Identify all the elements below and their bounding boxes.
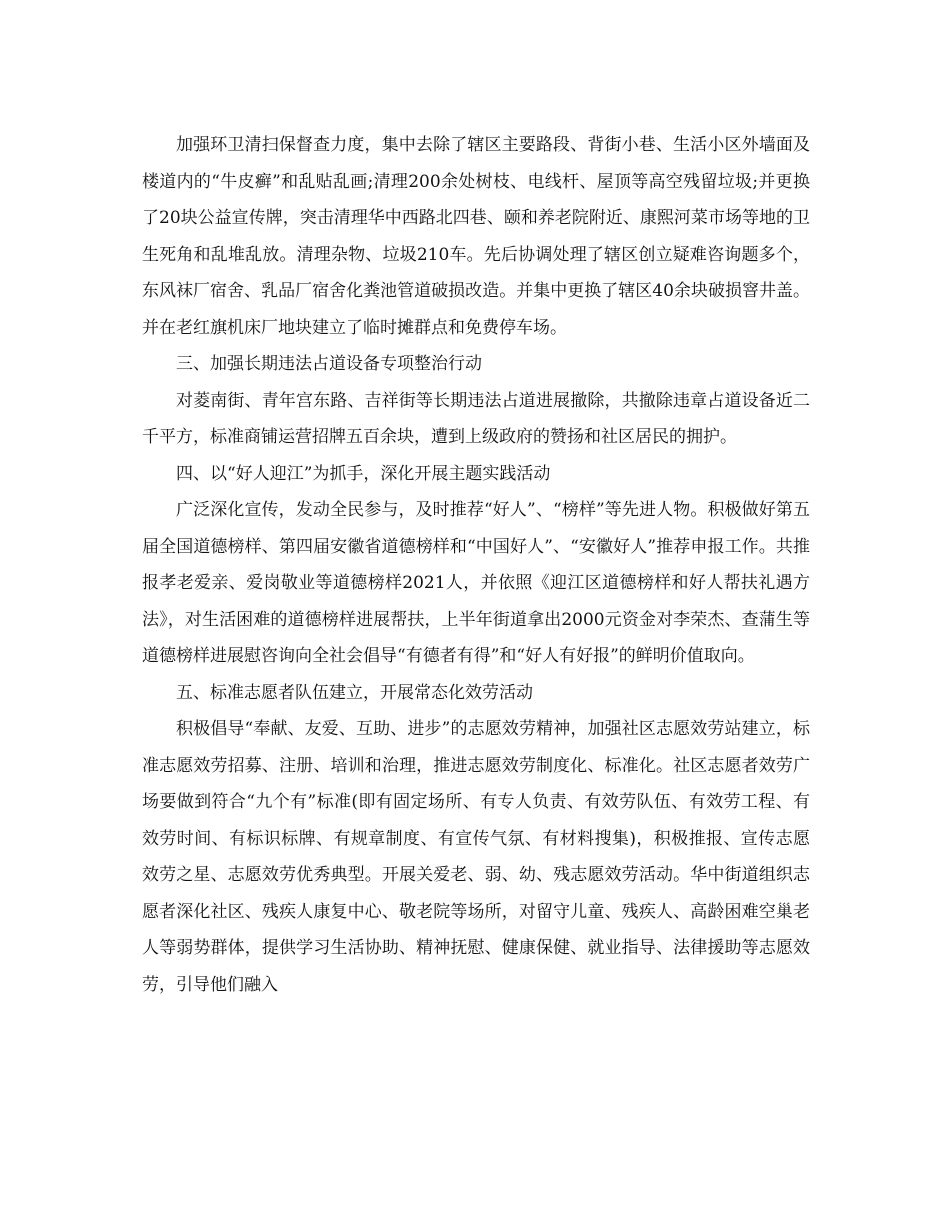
heading-section-four: 四、以“好人迎江”为抓手，深化开展主题实践活动 xyxy=(176,463,551,484)
paragraph-sanitation: 加强环卫清扫保督查力度，集中去除了辖区主要路段、背街小巷、生活小区外墙面及楼道内的“牛皮癣”和乱贴乱画;清理200余处树枝、电线杆、屋顶等高空残留垃圾;并更换了20块公益宣传牌，突击清理华中西路北四巷、颐和养老院附近、康熙河菜市场等地的卫生死角和乱堆乱放。清理杂物、垃圾210车。先后协调处理了辖区创立疑难咨询题多个，东风袜厂宿舍、乳品厂宿舍化粪池管道破损改造。并集中更换了辖区40余块破损窨井盖。并在老红旗机床厂地块建立了临时摊群点和免费停车场。 xyxy=(142,135,810,338)
document-body xyxy=(142,127,810,1003)
paragraph-good-people: 广泛深化宣传，发动全民参与，及时推荐“好人”、“榜样”等先进人物。积极做好第五届全国道德榜样、第四届安徽省道德榜样和“中国好人”、“安徽好人”推荐申报工作。共推报孝老爱亲、爱岗敬业等道德榜样2021人，并依照《迎江区道德榜样和好人帮扶礼遇方法》，对生活困难的道德榜样进展帮扶，上半年街道拿出2000元资金对李荣杰、查蒲生等道德榜样进展慰咨询向全社会倡导“有德者有得”和“好人有好报”的鲜明价值取向。 xyxy=(142,500,810,666)
paragraph-road-occupation: 对菱南街、青年宫东路、吉祥街等长期违法占道进展撤除，共撤除违章占道设备近二千平方，标准商铺运营招牌五百余块，遭到上级政府的赞扬和社区居民的拥护。 xyxy=(142,390,810,447)
heading-section-three: 三、加强长期违法占道设备专项整治行动 xyxy=(176,354,482,374)
heading-section-five: 五、标准志愿者队伍建立，开展常态化效劳活动 xyxy=(176,682,533,703)
paragraph-volunteers: 积极倡导“奉献、友爱、互助、进步”的志愿效劳精神，加强社区志愿效劳站建立，标准志愿效劳招募、注册、培训和治理，推进志愿效劳制度化、标准化。社区志愿者效劳广场要做到符合“九个有”标准(即有固定场所、有专人负责、有效劳队伍、有效劳工程、有效劳时间、有标识标牌、有规章制度、有宣传气氛、有材料搜集)，积极推报、宣传志愿效劳之星、志愿效劳优秀典型。开展关爱老、弱、幼、残志愿效劳活动。华中街道组织志愿者深化社区、残疾人康复中心、敬老院等场所，对留守儿童、残疾人、高龄困难空巢老人等弱势群体，提供学习生活协助、精神抚慰、健康保健、就业指导、法律援助等志愿效劳，引导他们融入 xyxy=(142,719,810,995)
